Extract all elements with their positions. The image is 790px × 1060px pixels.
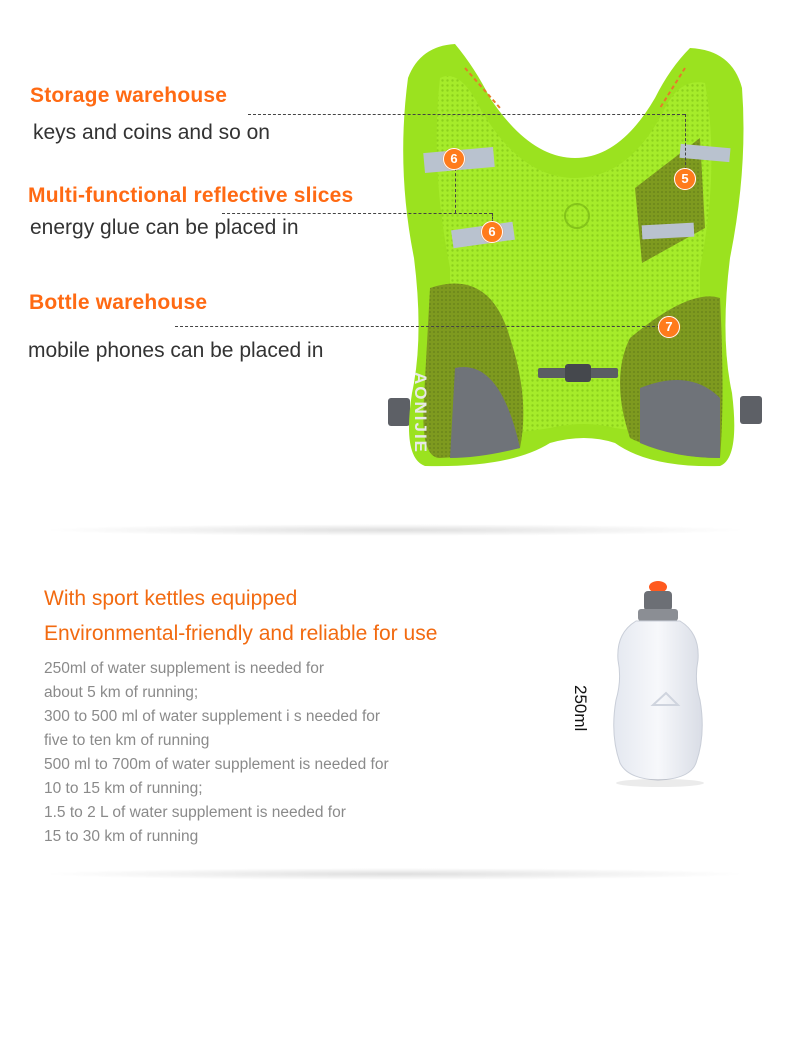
feature-reflective-desc: energy glue can be placed in — [30, 216, 299, 239]
kettle-title: With sport kettles equipped — [44, 587, 298, 610]
water-supplement-list — [44, 657, 389, 849]
hydration-vest-image — [380, 38, 770, 488]
water-bottle-image — [598, 575, 758, 790]
list-item: 15 to 30 km of running — [44, 828, 199, 845]
list-item: 300 to 500 ml of water supplement i s needed for — [44, 708, 381, 725]
section-divider-top — [40, 524, 750, 536]
list-item: 250ml of water supplement is needed for — [44, 660, 325, 677]
badge-5: 5 — [674, 168, 696, 190]
feature-storage-title: Storage warehouse — [30, 84, 228, 107]
list-item: five to ten km of running — [44, 732, 210, 749]
badge-7: 7 — [658, 316, 680, 338]
list-item: 1.5 to 2 L of water supplement is needed for — [44, 804, 346, 821]
bottle-volume-label: 250ml — [571, 685, 590, 732]
feature-storage-desc: keys and coins and so on — [33, 121, 270, 144]
section-divider-bottom — [40, 868, 750, 880]
badge-6-lower: 6 — [481, 221, 503, 243]
brand-logo-text: AONIJIE — [411, 372, 430, 455]
leader-line-storage — [248, 114, 685, 115]
kettle-subtitle: Environmental-friendly and reliable for use — [44, 622, 438, 645]
leader-line-bottle — [175, 326, 660, 327]
badge-6-upper: 6 — [443, 148, 465, 170]
list-item: 500 ml to 700m of water supplement is needed for — [44, 756, 389, 773]
list-item: about 5 km of running; — [44, 684, 199, 701]
leader-line-storage-drop — [685, 114, 686, 170]
feature-reflective-title: Multi-functional reflective slices — [28, 184, 354, 207]
leader-line-reflective-up — [455, 168, 456, 213]
feature-bottle-title: Bottle warehouse — [29, 291, 208, 314]
feature-bottle-desc: mobile phones can be placed in — [28, 339, 324, 362]
list-item: 10 to 15 km of running; — [44, 780, 203, 797]
leader-line-reflective — [222, 213, 492, 214]
